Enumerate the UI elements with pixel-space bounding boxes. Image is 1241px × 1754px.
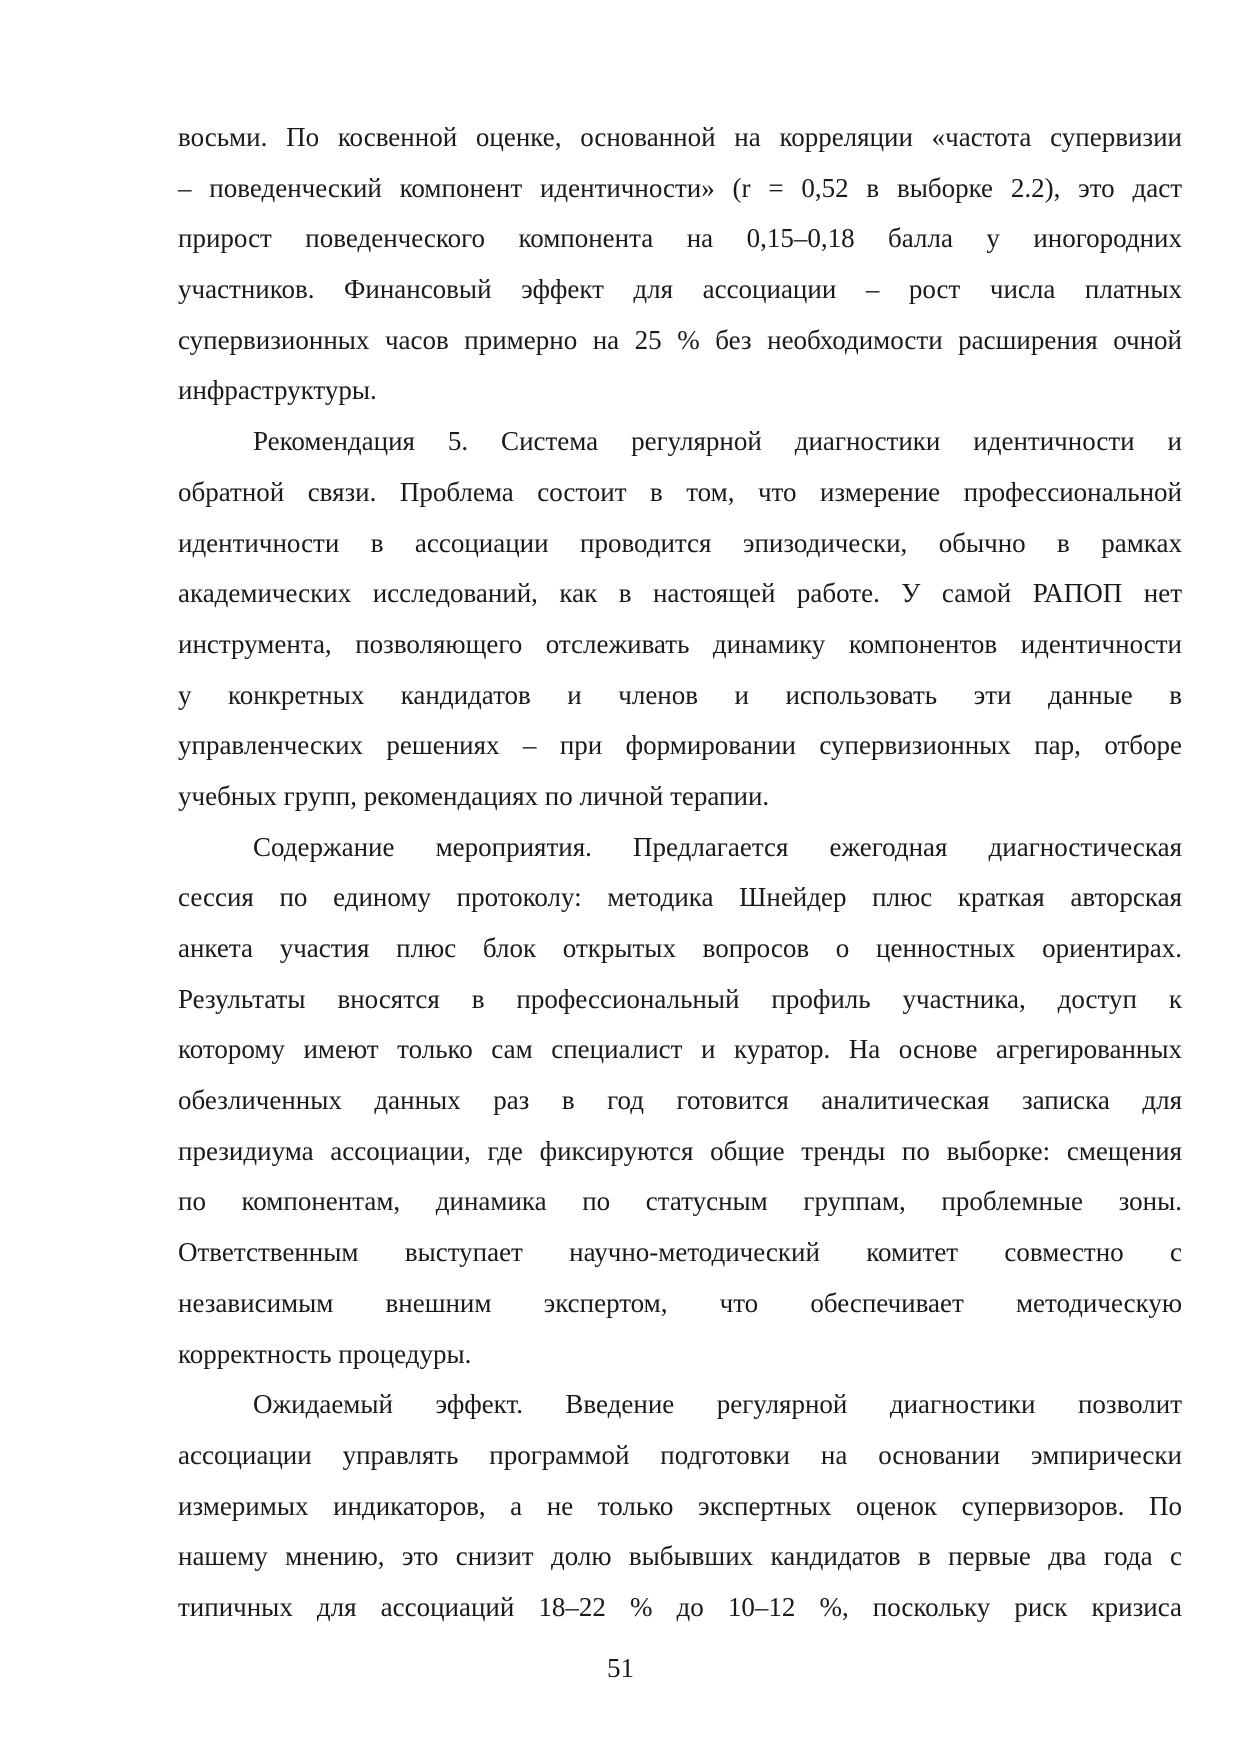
paragraph-first-line: Содержание мероприятия. Предлагается ежегодная диагностическая <box>253 831 1182 862</box>
paragraph-first-line: Ожидаемый эффект. Введение регулярной диагностики позволит <box>253 1389 1182 1420</box>
text-line: восьми. По косвенной оценке, основанной на корреляции «частота супервизии <box>178 122 1182 152</box>
text-line: типичных для ассоциаций 18–22 % до 10–12 %, поскольку риск кризиса <box>178 1591 1182 1622</box>
text-line: учебных групп, рекомендациях по личной терапии. <box>178 780 770 811</box>
text-line: инфраструктуры. <box>178 375 377 406</box>
text-line: прирост поведенческого компонента на 0,15–0,18 балла у иногородних <box>178 223 1182 254</box>
text-line: Ответственным выступает научно-методический комитет совместно с <box>178 1237 1182 1268</box>
text-line: академических исследований, как в настоящей работе. У самой РАПОП нет <box>178 578 1182 609</box>
text-line: сессия по единому протоколу: методика Шнейдер плюс краткая авторская <box>178 882 1182 913</box>
text-line: обезличенных данных раз в год готовится аналитическая записка для <box>178 1085 1182 1116</box>
text-line: идентичности в ассоциации проводится эпизодически, обычно в рамках <box>178 527 1182 558</box>
text-line: корректность процедуры. <box>178 1338 472 1369</box>
text-line: супервизионных часов примерно на 25 % без необходимости расширения очной <box>178 324 1182 355</box>
text-line: инструмента, позволяющего отслеживать динамику компонентов идентичности <box>178 628 1182 659</box>
body-text <box>178 112 1182 1633</box>
text-line: которому имеют только сам специалист и куратор. На основе агрегированных <box>178 1034 1182 1065</box>
text-line: независимым внешним экспертом, что обеспечивает методическую <box>178 1287 1182 1318</box>
text-line: ассоциации управлять программой подготовки на основании эмпирически <box>178 1439 1182 1470</box>
page-number: 51 <box>607 1653 634 1683</box>
text-line: президиума ассоциации, где фиксируются общие тренды по выборке: смещения <box>178 1135 1182 1166</box>
text-line: управленческих решениях – при формировании супервизионных пар, отборе <box>178 730 1182 761</box>
text-line: нашему мнению, это снизит долю выбывших кандидатов в первые два года с <box>178 1541 1182 1572</box>
paragraph-first-line: Рекомендация 5. Система регулярной диагностики идентичности и <box>253 426 1182 457</box>
text-line: у конкретных кандидатов и членов и использовать эти данные в <box>178 679 1182 710</box>
text-line: обратной связи. Проблема состоит в том, что измерение профессиональной <box>178 476 1182 507</box>
text-line: анкета участия плюс блок открытых вопросов о ценностных ориентирах. <box>178 933 1182 963</box>
text-line: участников. Финансовый эффект для ассоциации – рост числа платных <box>178 274 1182 305</box>
text-line: – поведенческий компонент идентичности» (r = 0,52 в выборке 2.2), это даст <box>178 172 1182 203</box>
text-line: Результаты вносятся в профессиональный профиль участника, доступ к <box>178 983 1182 1014</box>
text-line: по компонентам, динамика по статусным группам, проблемные зоны. <box>178 1186 1182 1217</box>
text-line: измеримых индикаторов, а не только экспертных оценок супервизоров. По <box>178 1490 1182 1521</box>
